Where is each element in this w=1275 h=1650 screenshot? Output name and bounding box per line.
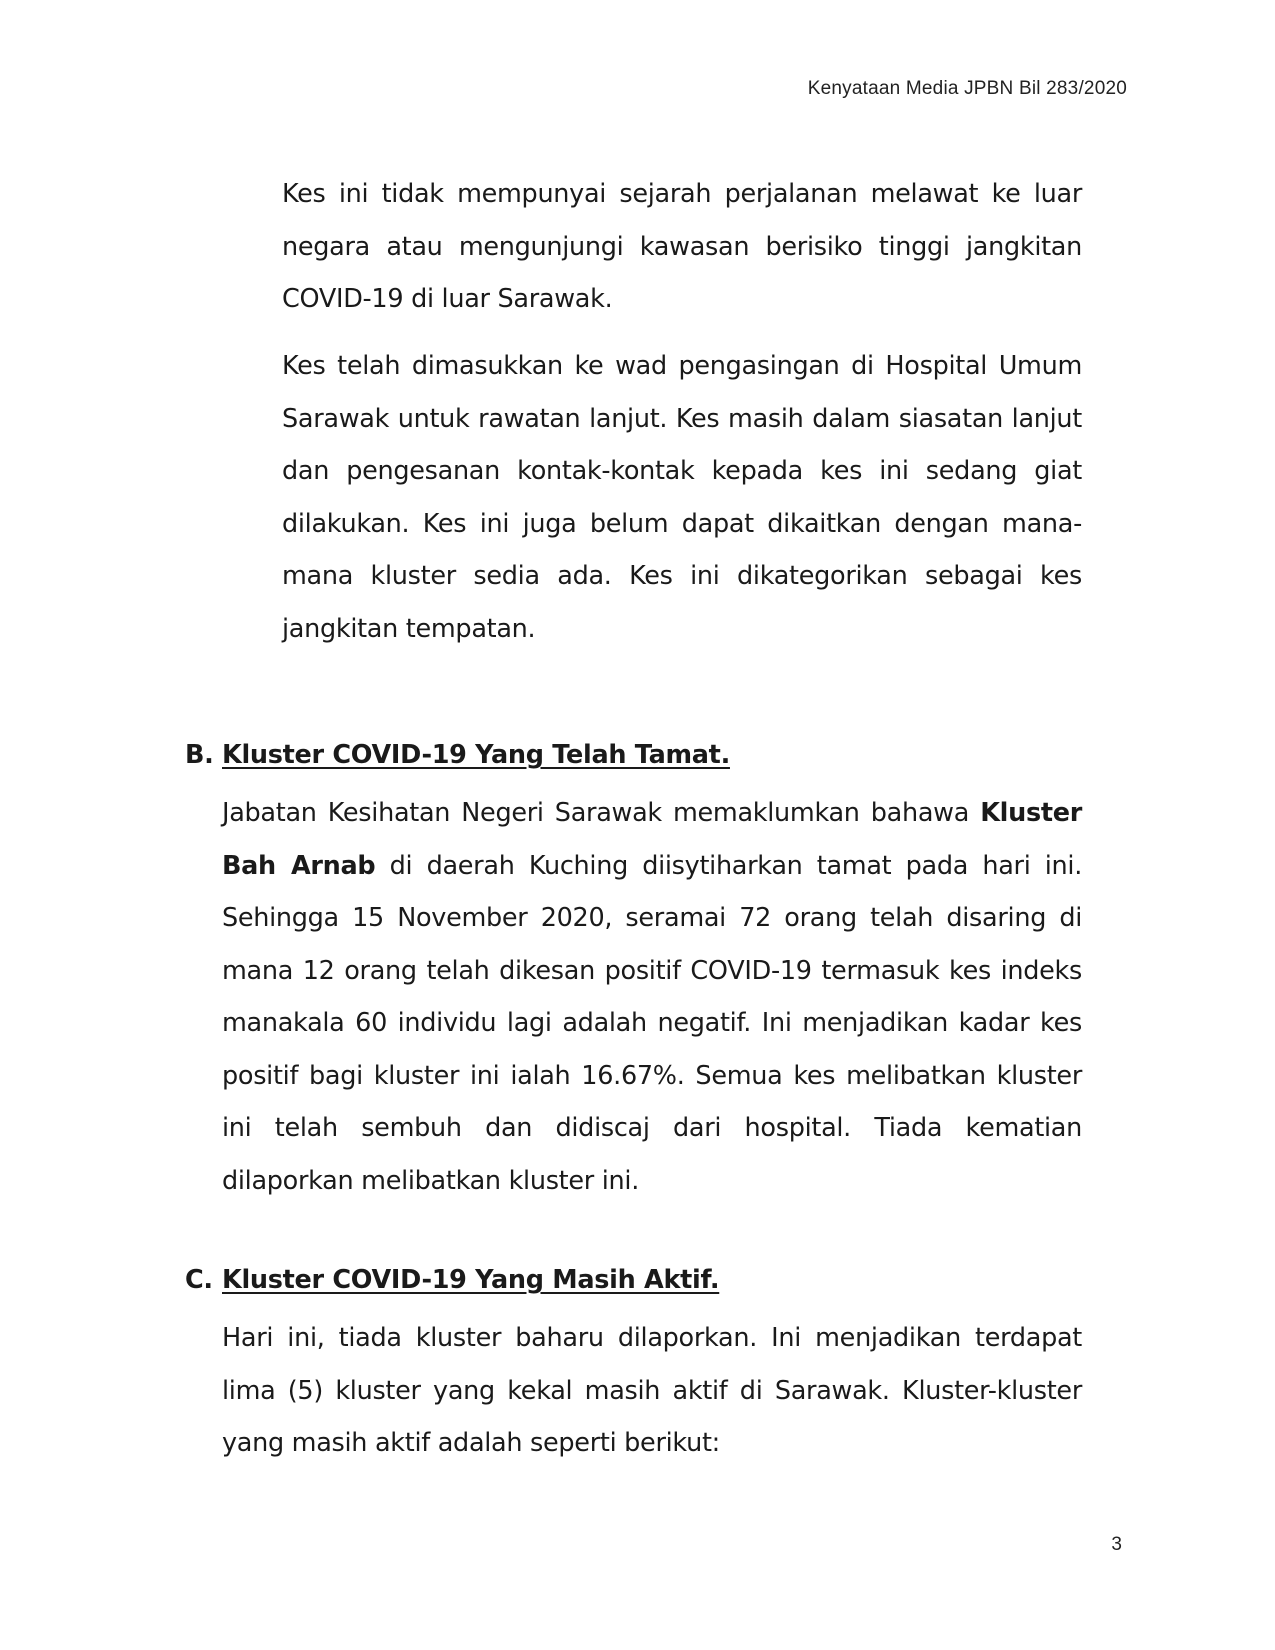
paragraph-cluster-ended <box>222 787 1082 1207</box>
paragraph-travel-history: Kes ini tidak mempunyai sejarah perjalanan melawat ke luar negara atau mengunjungi kawasan berisiko tinggi jangkitan COVID-19 di luar Sarawak. <box>282 179 1082 314</box>
cluster-ended-details: di daerah Kuching diisytiharkan tamat pada hari ini. Sehingga 15 November 2020, seramai 72 orang telah disaring di mana 12 orang telah dikesan positif COVID-19 termasuk kes indeks manakala 60 individu lagi adalah negatif. Ini menjadikan kadar kes positif bagi kluster ini ialah 16.67%. Semua kes melibatkan kluster ini telah sembuh dan didiscaj dari hospital. Tiada kematian dilaporkan melibatkan kluster ini. <box>222 850 1083 1196</box>
section-b-title: Kluster COVID-19 Yang Telah Tamat. <box>222 740 730 770</box>
paragraph-case-status: Kes telah dimasukkan ke wad pengasingan di Hospital Umum Sarawak untuk rawatan lanjut. Kes masih dalam siasatan lanjut dan pengesanan kontak-kontak kepada kes ini sedang giat dilakukan. Kes ini juga belum dapat dikaitkan dengan mana-mana kluster sedia ada. Kes ini dikategorikan sebagai kes jangkitan tempatan. <box>282 351 1082 644</box>
page-number: 3 <box>1111 1534 1122 1555</box>
cluster-name-bold: Kluster Bah Arnab <box>222 798 1082 881</box>
section-b-letter: B. <box>185 740 214 770</box>
section-c-letter: C. <box>185 1265 213 1295</box>
running-header: Kenyataan Media JPBN Bil 283/2020 <box>807 78 1127 99</box>
cluster-ended-intro: Jabatan Kesihatan Negeri Sarawak memaklumkan bahawa <box>222 798 981 828</box>
paragraph-active-clusters: Hari ini, tiada kluster baharu dilaporkan. Ini menjadikan terdapat lima (5) kluster yang kekal masih aktif di Sarawak. Kluster-kluster yang masih aktif adalah seperti berikut: <box>222 1323 1082 1458</box>
section-c-title: Kluster COVID-19 Yang Masih Aktif. <box>222 1265 720 1295</box>
section-c-heading <box>185 1265 719 1295</box>
section-b-heading <box>185 740 730 770</box>
